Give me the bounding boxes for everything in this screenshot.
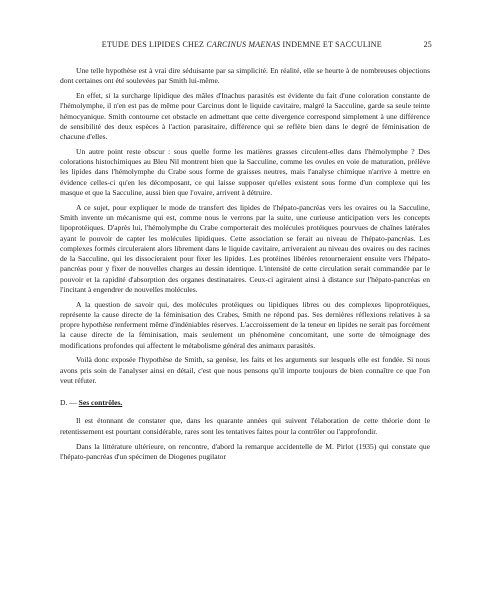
running-title-prefix: ETUDE DES LIPIDES CHEZ xyxy=(101,40,205,49)
paragraph: Une telle hypothèse est à vrai dire séduisante par sa simplicité. En réalité, elle se heurte à de nombreuses objections dont certaines ont été soulevées par Smith lui-même. xyxy=(60,66,430,86)
running-title-suffix: INDEMNE ET SACCULINE xyxy=(282,40,382,49)
running-title xyxy=(60,40,424,49)
page-body xyxy=(60,66,430,467)
page-number: 25 xyxy=(423,40,432,49)
section-number: D. — xyxy=(60,398,77,408)
paragraph: Dans la littérature ultérieure, on rencontre, d'abord la remarque accidentelle de M. Pirlot (1935) qui constate que l'hépato-pancréas d'un spécimen de Diogenes pugilator xyxy=(60,441,430,461)
paragraph: A ce sujet, pour expliquer le mode de transfert des lipides de l'hépato-pancréas vers les ovaires ou la Sacculine, Smith invente un mécanisme qui est, comme nous le verrons par la suite, une curieuse anticipation vers les concepts lipoprotéiques. D'après lui, l'hémolymphe du Crabe comporterait des molécules protéiques pourvues de chaînes latérales ayant le pouvoir de capter les molécules lipidiques. Cette association se ferait au niveau de l'hépato-pancréas. Les complexes formés circuleraient alors librement dans le liquide cavitaire, arriveraient au niveau des ovaires ou des racines de la Sacculine, qui les dissocieraient pour fixer les lipides. Les protéines libérées retourneraient ensuite vers l'hépato-pancréas pour y fixer de nouvelles charges au dessin identique. L'intensité de cette circulation serait commandée par le pouvoir et la rapidité d'absorption des organes destinataires. Ceux-ci agiraient ainsi à distance sur l'hépato-pancréas en l'incitant à engendrer de nouvelles molécules. xyxy=(60,202,430,294)
paragraph: Un autre point reste obscur : sous quelle forme les matières grasses circulent-elles dans l'hémolymphe ? Des colorations histochimiques au Bleu Nil montrent bien que la Sacculine, comme les ovules en voie de maturation, prélève les lipides dans l'hémolymphe du Crabe sous forme de graisses neutres, mais l'analyse chimique n'arrive à mettre en évidence celles-ci qu'en les décomposant, ce qui laisse supposer qu'elles existent sous forme d'un complexe qui les masque et que la Sacculine, aussi bien que l'ovaire, arrivent à détruire. xyxy=(60,146,430,197)
running-header xyxy=(60,40,432,49)
paragraph: Il est étonnant de constater que, dans les quarante années qui suivent l'élaboration de cette théorie dont le retentissement est pourtant considérable, rares sont les tentatives faites pour la contrôler ou l'approfondir. xyxy=(60,416,430,436)
paragraph: A la question de savoir qui, des molécules protéiques ou lipidiques libres ou des complexes lipoprotéiques, représente la cause directe de la féminisation des Crabes, Smith ne répond pas. Ses dernières réflexions relatives à sa propre hypothèse renferment même d'indéniables réserves. L'accroissement de la teneur en lipides ne serait pas forcément la cause directe de la féminisation, mais seulement un phénomène concomitant, une sorte de témoignage des modifications profondes qui affectent le métabolisme général des animaux parasités. xyxy=(60,299,430,350)
paragraph: En effet, si la surcharge lipidique des mâles d'Inachus parasités est évidente du fait d'une coloration constante de l'hémolymphe, il n'en est pas de même pour Carcinus dont le liquide cavitaire, malgré la Sacculine, garde sa seule teinte hémocyanique. Smith contourne cet obstacle en admettant que cette divergence correspond simplement à une différence de sensibilité des deux espèces à l'action parasitaire, différence qui se reflète bien dans le degré de féminisation de chacune d'elles. xyxy=(60,91,430,142)
running-title-species: CARCINUS MAENAS xyxy=(206,40,281,49)
section-heading xyxy=(60,398,430,408)
section-title: Ses contrôles. xyxy=(78,398,123,408)
paragraph: Voilà donc exposée l'hypothèse de Smith, sa genèse, les faits et les arguments sur lesquels elle est fondée. Si nous avons pris soin de l'analyser ainsi en détail, c'est que nous pensons qu'il importe toujours de bien connaître ce que l'on veut réfuter. xyxy=(60,355,430,385)
